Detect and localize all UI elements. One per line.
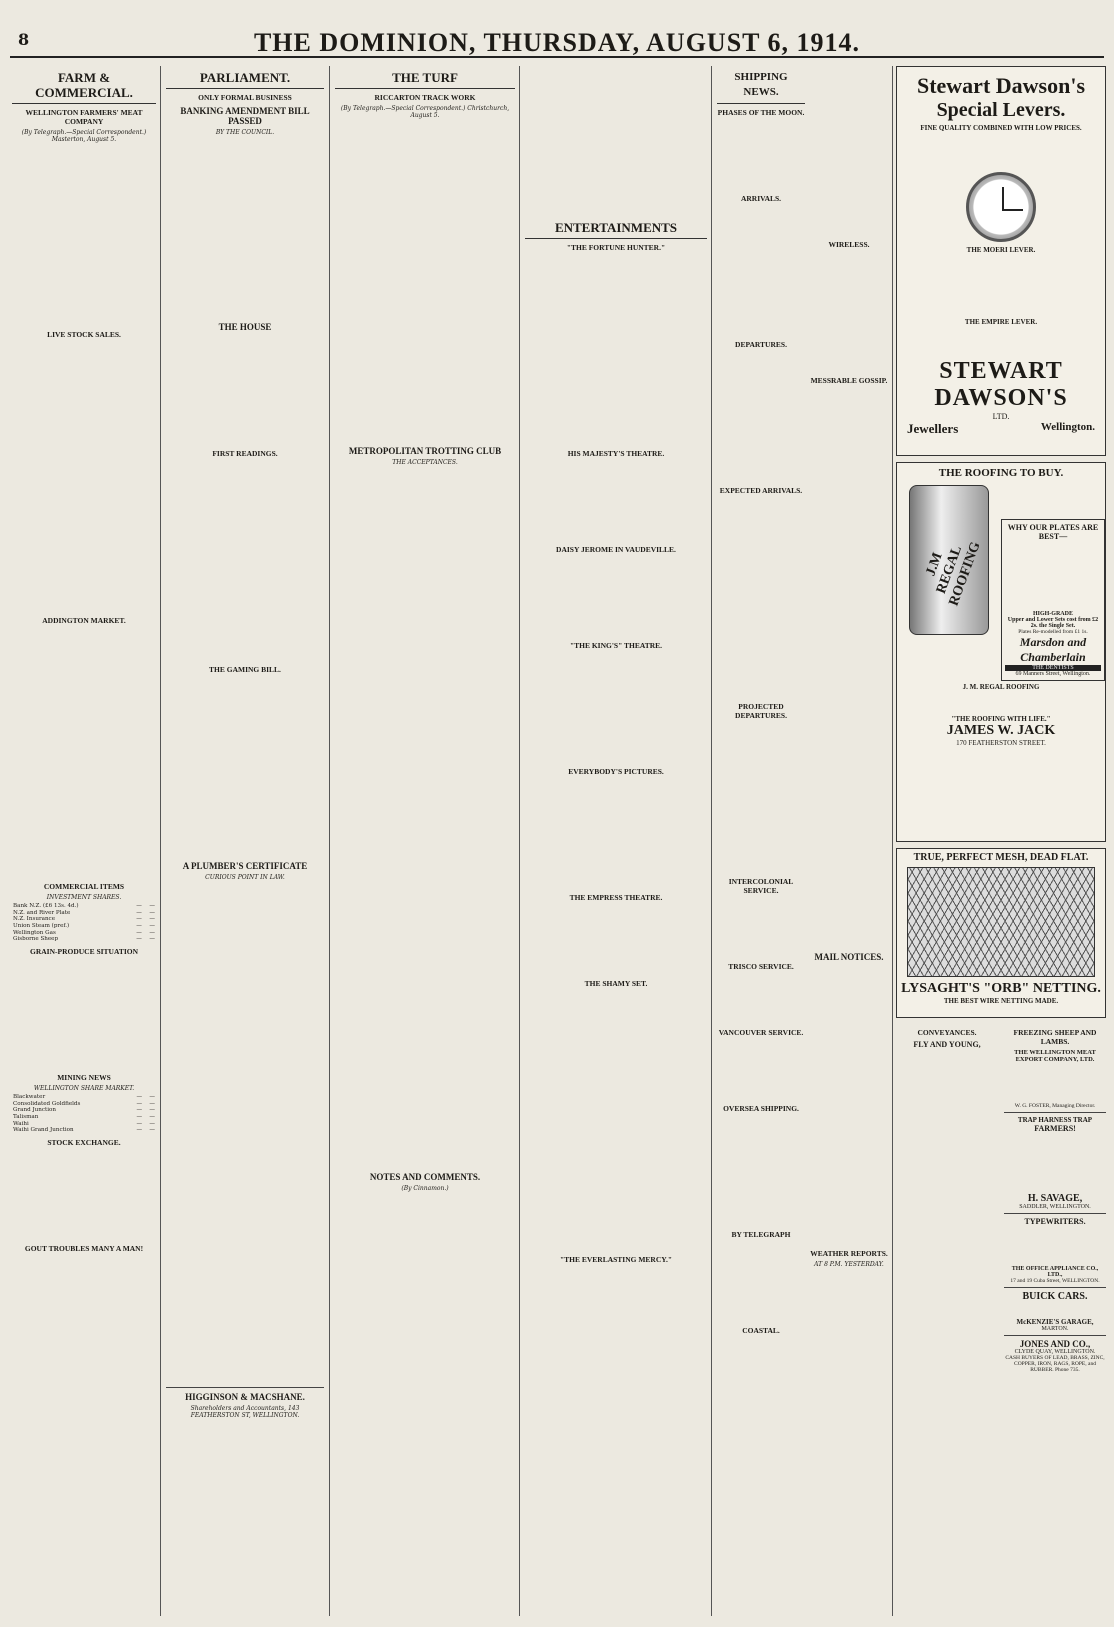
advert-conveyances — [896, 1024, 998, 1444]
roofing-address: 170 FEATHERSTON STREET. — [956, 739, 1046, 747]
table-cell: — — [136, 1107, 143, 1114]
roofing-quote: "THE ROOFING WITH LIFE." — [951, 715, 1051, 723]
table-cell: Consolidated Goldfields — [13, 1100, 81, 1107]
advert-freezing — [1004, 1024, 1106, 1624]
article-subheading: THE ACCEPTANCES. — [392, 458, 458, 466]
article-body — [717, 498, 805, 698]
article-subheading: AT 8 P.M. YESTERDAY. — [814, 1261, 884, 1268]
table-cell: — — [149, 1127, 155, 1134]
plates-remodel: Plates Re-modelled from £1 1s. — [1018, 629, 1088, 635]
article-heading: WEATHER REPORTS. — [810, 1249, 888, 1258]
advert-saddler: H. SAVAGE, — [1027, 1193, 1083, 1204]
article-body — [525, 905, 707, 975]
table-row — [12, 903, 156, 910]
article-heading: THE EMPRESS THEATRE. — [569, 893, 663, 902]
article-body — [12, 342, 156, 612]
article-body — [12, 1256, 156, 1396]
article-heading: COMMERCIAL ITEMS — [43, 881, 125, 891]
article-subheading: (By Telegraph.—Special Correspondent.) Masterton, August 5. — [21, 129, 147, 144]
advert-office: THE OFFICE APPLIANCE CO., LTD., — [1011, 1266, 1099, 1278]
article-body — [810, 1270, 888, 1570]
article-heading: EVERYBODY'S PICTURES. — [568, 767, 664, 776]
table-cell: Waihi — [13, 1120, 29, 1127]
advert-product: THE EMPIRE LEVER. — [964, 318, 1038, 326]
article-body — [166, 335, 324, 445]
table-cell: — — [136, 1100, 143, 1107]
wire-netting-illustration — [907, 867, 1094, 977]
advert-body — [1004, 1063, 1106, 1103]
newspaper-title: THE DOMINION, THURSDAY, AUGUST 6, 1914. — [253, 28, 861, 57]
table-cell: Gisborne Sheep — [13, 936, 59, 943]
table-cell: — — [136, 1120, 143, 1127]
plates-address: 69 Manners Street, Wellington. — [1015, 671, 1091, 677]
table-cell: N.Z. and River Plate — [13, 909, 71, 916]
advert-body — [903, 691, 1099, 715]
advert-office-addr: 17 and 19 Cuba Street, WELLINGTON. — [1010, 1278, 1100, 1284]
article-subheading: CURIOUS POINT IN LAW. — [205, 874, 285, 882]
table-row — [12, 1101, 156, 1108]
advert-jones-addr: CLYDE QUAY, WELLINGTON. — [1014, 1349, 1096, 1355]
article-heading: "THE FORTUNE HUNTER." — [566, 243, 666, 252]
advert-farmers: FARMERS! — [1034, 1124, 1076, 1133]
table-cell: — — [149, 916, 155, 923]
article-body — [717, 1040, 805, 1100]
article-subheading: WELLINGTON SHARE MARKET. — [33, 1084, 135, 1092]
advert-body — [1005, 541, 1101, 611]
table-row — [12, 930, 156, 937]
article-heading: GOUT TROUBLES MANY A MAN! — [24, 1243, 144, 1253]
article-body — [717, 1242, 805, 1322]
advert-stewart-dawson — [896, 66, 1106, 456]
article-heading: PROJECTED DEPARTURES. — [735, 702, 787, 720]
article-heading: WIRELESS. — [828, 240, 870, 249]
watch-illustration — [966, 172, 1036, 242]
advert-body — [903, 328, 1099, 356]
column-shipping — [717, 66, 805, 1616]
roofing-roll-illustration — [909, 485, 989, 635]
article-body — [717, 206, 805, 336]
article-heading: NOTES AND COMMENTS. — [369, 1172, 481, 1183]
article-body — [12, 628, 156, 878]
article-body — [525, 66, 707, 216]
table-cell: Wellington Gas — [13, 929, 56, 936]
article-heading: MESSRABLE GOSSIP. — [810, 376, 888, 385]
plates-grade: HIGH-GRADE — [1032, 611, 1073, 617]
plates-title: WHY OUR PLATES ARE BEST— — [1007, 523, 1099, 541]
table-row — [12, 910, 156, 917]
advert-trap: TRAP HARNESS TRAP — [1017, 1116, 1093, 1124]
article-body — [335, 122, 515, 442]
table-cell: — — [149, 903, 155, 910]
article-heading: STOCK EXCHANGE. — [47, 1137, 121, 1147]
table-cell: — — [149, 936, 155, 943]
advert-title: CONVEYANCES. — [917, 1028, 977, 1037]
article-heading: ADDINGTON MARKET. — [42, 615, 126, 625]
article-heading: ONLY FORMAL BUSINESS — [198, 93, 292, 102]
article-subheading: (By Cinnamon.) — [401, 1185, 449, 1193]
article-body — [525, 461, 707, 541]
advert-title: FREEZING SHEEP AND LAMBS. — [1013, 1028, 1097, 1046]
section-heading: ENTERTAINMENTS — [525, 220, 707, 239]
share-table — [12, 903, 156, 943]
article-heading: INTERCOLONIAL SERVICE. — [728, 877, 794, 895]
article-heading: RICCARTON TRACK WORK — [374, 93, 476, 102]
plates-brand: Marsdon and — [1019, 635, 1087, 649]
article-heading: A PLUMBER'S CERTIFICATE — [182, 861, 308, 872]
table-row — [12, 916, 156, 923]
article-body — [166, 461, 324, 661]
article-body — [810, 66, 888, 236]
advert-address: Shareholders and Accountants, 143 FEATHERSTON ST, WELLINGTON. — [190, 1404, 300, 1420]
advert-city: Wellington. — [1040, 421, 1095, 433]
article-subheading: INVESTMENT SHARES. — [46, 893, 122, 901]
article-heading: OVERSEA SHIPPING. — [723, 1104, 799, 1113]
article-heading: "THE EVERLASTING MERCY." — [559, 1255, 673, 1264]
column-parliament — [166, 66, 324, 1616]
table-cell: — — [136, 1094, 143, 1101]
article-body — [717, 1116, 805, 1226]
article-body — [717, 352, 805, 482]
article-body — [335, 468, 515, 1168]
table-cell: — — [136, 1113, 143, 1120]
article-heading: COASTAL. — [742, 1326, 780, 1335]
table-cell: — — [149, 1107, 155, 1114]
article-heading: GRAIN-PRODUCE SITUATION — [30, 946, 138, 956]
column-entertainments — [525, 66, 707, 1616]
table-cell: — — [149, 909, 155, 916]
table-cell: — — [149, 1100, 155, 1107]
article-body — [166, 677, 324, 857]
advert-name: HIGGINSON & MACSHANE. — [185, 1391, 305, 1402]
table-cell: — — [136, 916, 142, 923]
table-cell: — — [149, 929, 155, 936]
masthead — [10, 28, 1104, 58]
article-body — [717, 120, 805, 190]
table-row — [12, 1127, 156, 1134]
advert-saddler-sub: SADDLER, WELLINGTON. — [1019, 1204, 1091, 1210]
article-body — [335, 1195, 515, 1575]
advert-body — [896, 1049, 998, 1429]
article-subheading: BY THE COUNCIL. — [215, 129, 275, 136]
article-body — [717, 974, 805, 1024]
table-cell: — — [136, 903, 142, 910]
plates-brand: Chamberlain — [1020, 650, 1086, 664]
advert-signature: W. G. FOSTER, Managing Director. — [1014, 1103, 1096, 1109]
table-cell: — — [136, 909, 142, 916]
article-body — [525, 1267, 707, 1527]
advert-body — [903, 256, 1099, 316]
advert-jones: JONES AND CO., — [1019, 1339, 1091, 1349]
table-row — [12, 1107, 156, 1114]
advert-brand: STEWART DAWSON'S — [934, 358, 1068, 411]
article-heading: PHASES OF THE MOON. — [717, 108, 805, 117]
article-heading: LIVE STOCK SALES. — [47, 329, 121, 339]
article-heading: HIS MAJESTY'S THEATRE. — [567, 449, 665, 458]
article-heading: WELLINGTON FARMERS' MEAT COMPANY — [25, 108, 143, 126]
article-heading: METROPOLITAN TROTTING CLUB — [348, 445, 502, 456]
article-body — [12, 146, 156, 326]
article-body — [717, 723, 805, 873]
section-heading: FARM & COMMERCIAL. — [12, 70, 156, 104]
table-cell: — — [149, 923, 155, 929]
roofing-brand: J.M REGAL ROOFING — [923, 539, 984, 608]
table-row — [12, 936, 156, 943]
section-heading: SHIPPING NEWS. — [717, 70, 805, 104]
article-heading: THE HOUSE — [218, 322, 272, 333]
article-body — [810, 252, 888, 372]
advert-buick: BUICK CARS. — [1022, 1291, 1088, 1302]
mining-table — [12, 1094, 156, 1134]
article-heading: FIRST READINGS. — [212, 449, 278, 459]
advert-body — [903, 134, 1099, 168]
article-heading: "THE KING'S" THEATRE. — [569, 641, 663, 650]
article-body — [525, 557, 707, 637]
advert-name: FLY AND YOUNG, — [913, 1040, 981, 1049]
table-cell: Waihi Grand Junction — [13, 1127, 74, 1134]
table-row — [12, 923, 156, 930]
article-heading: TRISCO SERVICE. — [728, 962, 794, 971]
advert-title: TRUE, PERFECT MESH, DEAD FLAT. — [913, 852, 1089, 863]
article-heading: THE SHAMY SET. — [584, 979, 648, 988]
roofing-head: J. M. REGAL ROOFING — [962, 683, 1040, 691]
advert-subtitle: THE BEST WIRE NETTING MADE. — [943, 997, 1059, 1005]
table-cell: N.Z. Insurance — [13, 916, 55, 923]
article-body — [717, 898, 805, 958]
article-body — [810, 388, 888, 948]
plates-sets: Upper and Lower Sets cost from £2 2s. the Single Set. — [1007, 617, 1099, 629]
column-farm-commercial — [12, 66, 156, 1616]
table-cell: — — [136, 936, 142, 943]
advert-garage: McKENZIE'S GARAGE, — [1016, 1318, 1094, 1326]
article-body — [166, 884, 324, 1384]
table-cell: Union Steam (pref.) — [13, 923, 70, 929]
article-heading: THE GAMING BILL. — [209, 665, 281, 675]
article-heading: ARRIVALS. — [740, 194, 782, 203]
advert-body — [1004, 1226, 1106, 1266]
table-row — [12, 1114, 156, 1121]
plates-dentists: THE DENTISTS — [1005, 665, 1101, 671]
article-heading: VANCOUVER SERVICE. — [718, 1028, 804, 1037]
table-cell: — — [149, 1113, 155, 1120]
advert-title: THE ROOFING TO BUY. — [938, 467, 1064, 479]
advert-garage-town: MARTON. — [1041, 1326, 1069, 1332]
table-cell: Talisman — [13, 1113, 39, 1120]
article-heading: MINING NEWS — [57, 1072, 111, 1082]
article-heading: MAIL NOTICES. — [814, 952, 884, 962]
article-heading: EXPECTED ARRIVALS. — [719, 486, 803, 495]
advert-lysaght-netting — [896, 848, 1106, 1018]
page-number: 8 — [18, 30, 30, 49]
article-heading: BANKING AMENDMENT BILL PASSED — [180, 106, 310, 126]
advert-brand: LYSAGHT'S "ORB" NETTING. — [901, 981, 1101, 996]
section-heading: THE TURF — [335, 70, 515, 89]
advert-subtitle: Special Levers. — [936, 99, 1066, 121]
article-body — [525, 991, 707, 1251]
column-shipping-cont — [810, 66, 888, 1616]
table-cell: Bank N.Z. (£6 13s. 4d.) — [13, 903, 79, 910]
article-body — [525, 779, 707, 889]
table-cell: — — [136, 923, 142, 929]
article-body — [525, 255, 707, 445]
advert-company: THE WELLINGTON MEAT EXPORT COMPANY, LTD. — [1014, 1049, 1096, 1063]
table-cell: Grand Junction — [13, 1107, 57, 1114]
advert-body — [1004, 1302, 1106, 1318]
advert-product: THE MOERI LEVER. — [966, 246, 1036, 254]
article-body — [12, 959, 156, 1069]
article-heading: BY TELEGRAPH — [731, 1230, 791, 1239]
article-body — [166, 138, 324, 318]
table-cell: — — [149, 1094, 155, 1101]
table-cell: — — [149, 1120, 155, 1127]
article-heading: DEPARTURES. — [735, 340, 787, 349]
table-cell: — — [136, 1127, 143, 1134]
table-cell: — — [136, 929, 142, 936]
advert-tagline: FINE QUALITY COMBINED WITH LOW PRICES. — [920, 124, 1082, 132]
article-body — [717, 1338, 805, 1538]
table-row — [12, 1121, 156, 1128]
advert-jones-buy: CASH BUYERS OF LEAD, BRASS, ZINC, COPPER, IRON, RAGS, ROPE, and RUBBER. Phone 735. — [1005, 1355, 1105, 1373]
article-body — [810, 965, 888, 1245]
advert-jewellers: Jewellers — [907, 421, 959, 436]
column-turf — [335, 66, 515, 1616]
article-body — [12, 1150, 156, 1240]
table-cell: Blackwater — [13, 1094, 46, 1101]
article-body — [525, 653, 707, 763]
advert-body — [1004, 1133, 1106, 1193]
advert-typewriters: TYPEWRITERS. — [1024, 1217, 1086, 1226]
advert-ltd: LTD. — [992, 412, 1010, 421]
article-subheading: (By Telegraph.—Special Correspondent.) Christchurch, August 5. — [340, 105, 510, 120]
table-row — [12, 1094, 156, 1101]
advert-roofing — [896, 462, 1106, 842]
article-heading: DAISY JEROME IN VAUDEVILLE. — [556, 545, 676, 554]
section-heading: PARLIAMENT. — [166, 70, 324, 89]
advert-title: Stewart Dawson's — [916, 73, 1086, 98]
roofing-agent: JAMES W. JACK — [946, 723, 1056, 738]
